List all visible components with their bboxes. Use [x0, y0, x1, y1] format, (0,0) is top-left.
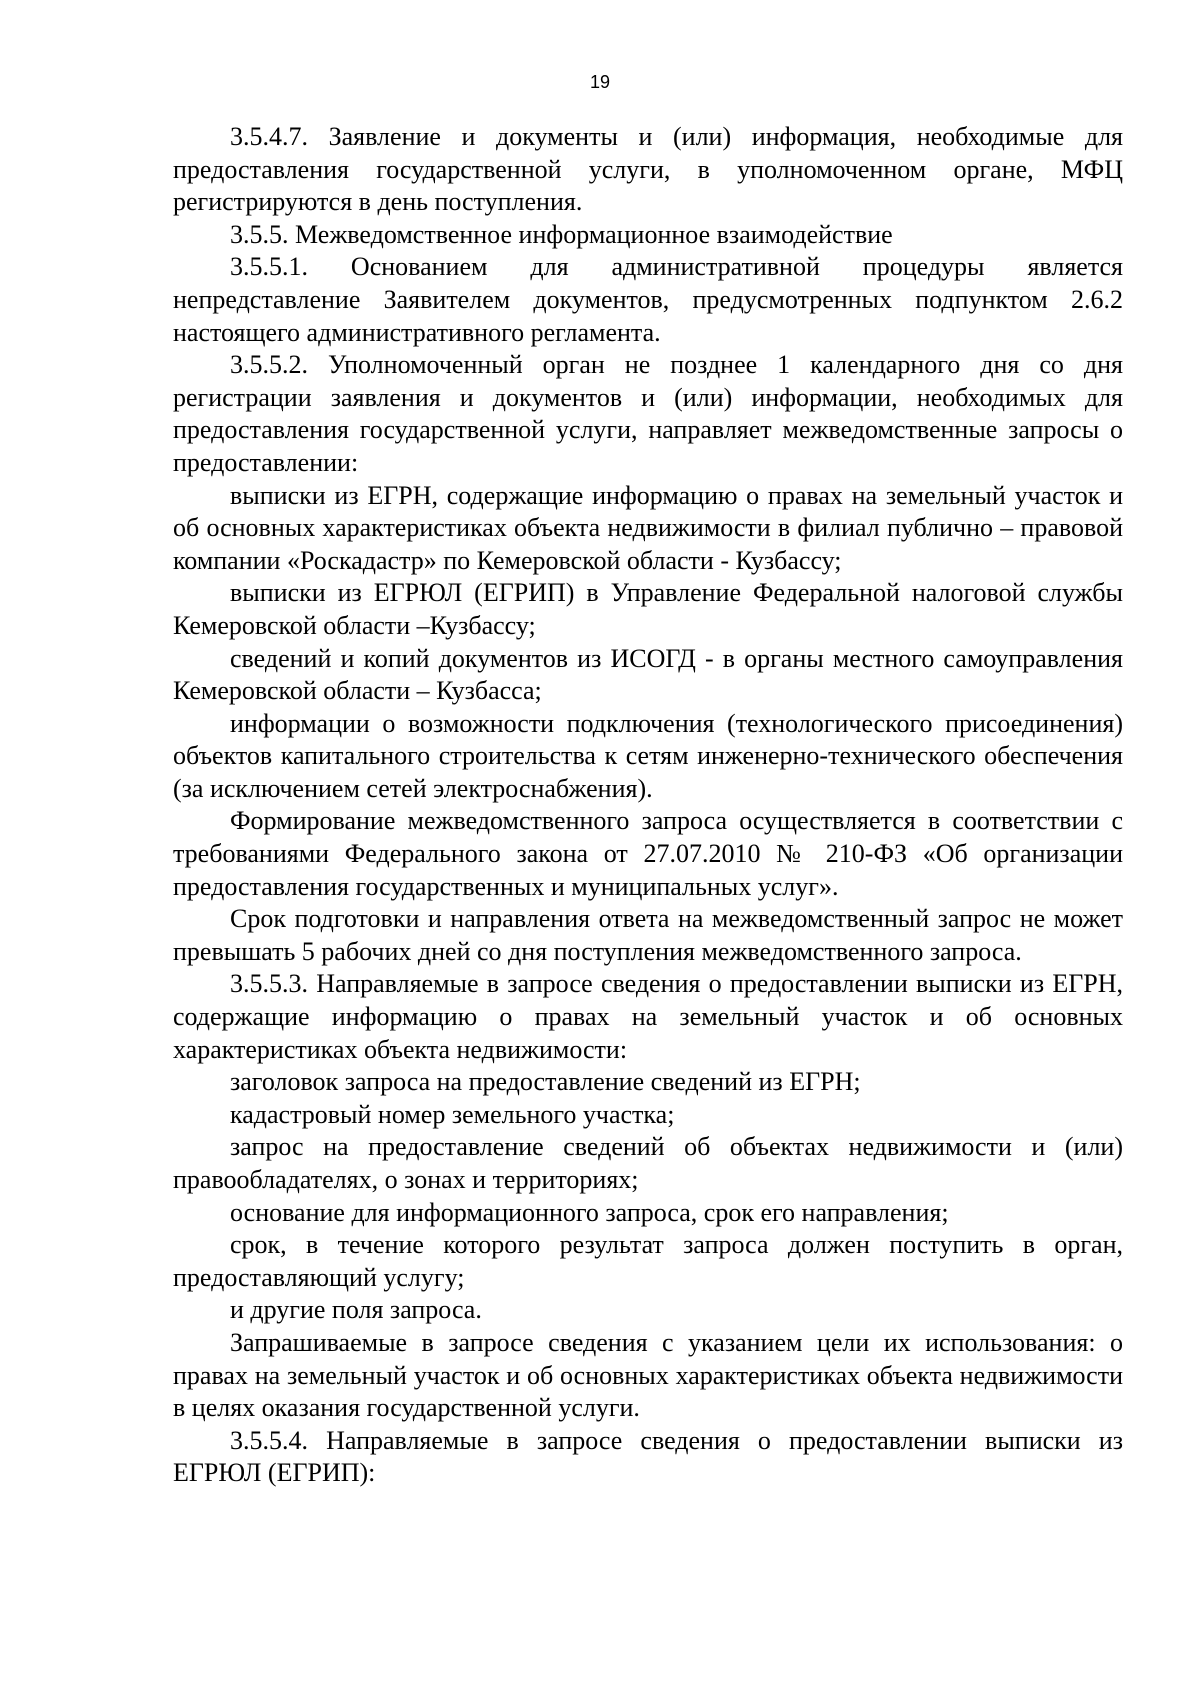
page-number: 19 [589, 72, 611, 92]
paragraph: 3.5.5.2. Уполномоченный орган не позднее 1 календарного дня со дня регистрации заявления и документов и (или) информации, необходимых для предоставления государственной услуги, направляет межведомственные запросы о предоставлении: [173, 350, 1123, 477]
paragraph: Запрашиваемые в запросе сведения с указанием цели их использования: о правах на земельный участок и об основных характеристиках объекта недвижимости в целях оказания государственной услуги. [173, 1327, 1123, 1423]
paragraph: выписки из ЕГРЮЛ (ЕГРИП) в Управление Федеральной налоговой службы Кемеровской области –Кузбассу; [173, 578, 1123, 640]
paragraph: 3.5.5.4. Направляемые в запросе сведения о предоставлении выписки из ЕГРЮЛ (ЕГРИП): [173, 1425, 1123, 1488]
paragraph: запрос на предоставление сведений об объектах недвижимости и (или) правообладателях, о зонах и территориях; [173, 1132, 1123, 1194]
document-body [173, 121, 1123, 1490]
paragraph: 3.5.5.3. Направляемые в запросе сведения о предоставлении выписки из ЕГРН, содержащие информацию о правах на земельный участок и об основных характеристиках объекта недвижимости: [173, 969, 1123, 1064]
paragraph: выписки из ЕГРН, содержащие информацию о правах на земельный участок и об основных характеристиках объекта недвижимости в филиал публично – правовой компании «Роскадастр» по Кемеровской области - Кузбассу; [173, 480, 1123, 575]
paragraph: срок, в течение которого результат запроса должен поступить в орган, предоставляющий услугу; [173, 1230, 1123, 1292]
paragraph: заголовок запроса на предоставление сведений из ЕГРН; [230, 1067, 861, 1097]
paragraph: 3.5.5.1. Основанием для административной процедуры является непредставление Заявителем документов, предусмотренных подпунктом 2.6.2 настоящего административного регламента. [173, 252, 1123, 347]
paragraph: Формирование межведомственного запроса осуществляется в соответствии с требованиями Федерального закона от 27.07.2010 № 210-ФЗ «Об организации предоставления государственных и муниципальных услуг». [173, 806, 1123, 901]
paragraph: 3.5.4.7. Заявление и документы и (или) информация, необходимые для предоставления государственной услуги, в уполномоченном органе, МФЦ регистрируются в день поступления. [173, 122, 1123, 217]
paragraph: Срок подготовки и направления ответа на межведомственный запрос не может превышать 5 рабочих дней со дня поступления межведомственного запроса. [173, 904, 1123, 966]
paragraph: сведений и копий документов из ИСОГД - в органы местного самоуправления Кемеровской области – Кузбасса; [173, 643, 1123, 706]
paragraph: основание для информационного запроса, срок его направления; [230, 1197, 949, 1227]
paragraph: кадастровый номер земельного участка; [230, 1099, 675, 1129]
paragraph: 3.5.5. Межведомственное информационное взаимодействие [230, 219, 893, 249]
paragraph: информации о возможности подключения (технологического присоединения) объектов капитального строительства к сетям инженерно-технического обеспечения (за исключением сетей электроснабжения). [173, 708, 1123, 803]
paragraph: и другие поля запроса. [230, 1295, 482, 1325]
